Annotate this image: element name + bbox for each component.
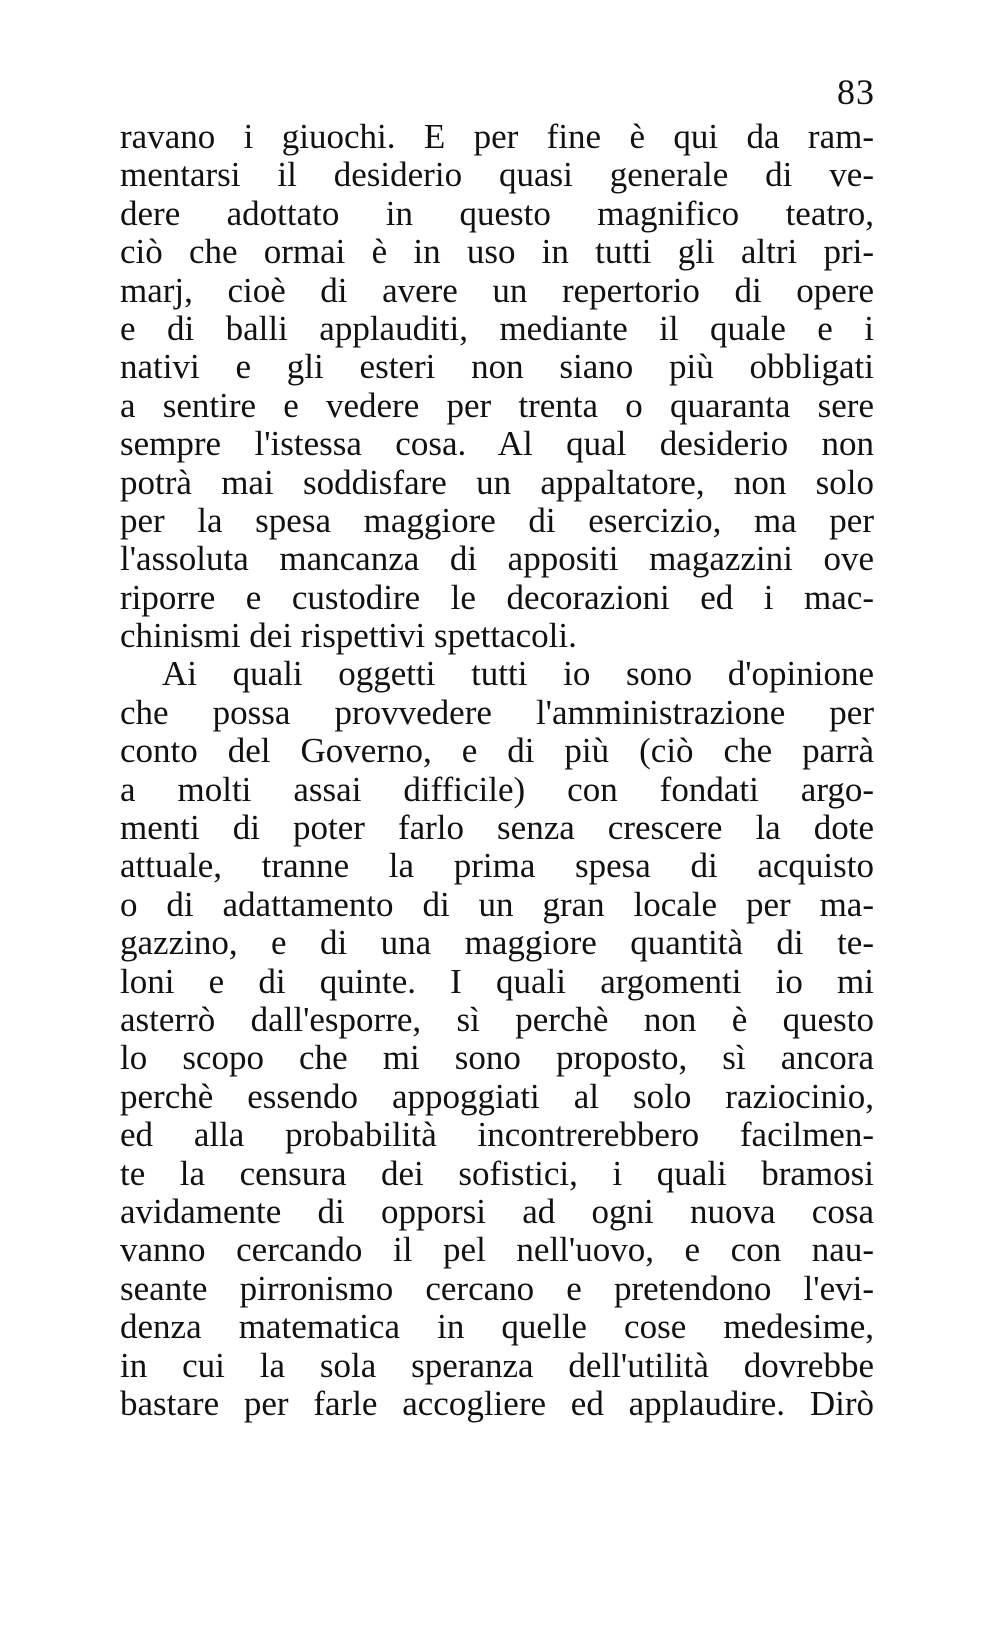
- text-line: o di adattamento di un gran locale per ma-: [120, 884, 874, 924]
- text-line: asterrò dall'esporre, sì perchè non è questo: [120, 999, 874, 1039]
- text-line: riporre e custodire le decorazioni ed i mac-: [120, 577, 874, 617]
- text-line: gazzino, e di una maggiore quantità di te-: [120, 923, 874, 963]
- text-line: potrà mai soddisfare un appaltatore, non solo: [120, 462, 874, 502]
- text-line: dere adottato in questo magnifico teatro,: [120, 193, 874, 233]
- text-line: sempre l'istessa cosa. Al qual desiderio non: [120, 424, 874, 464]
- text-line: conto del Governo, e di più (ciò che parrà: [120, 731, 874, 771]
- text-line: avidamente di opporsi ad ogni nuova cosa: [120, 1191, 874, 1231]
- text-line: bastare per farle accogliere ed applaudire. Dirò: [120, 1383, 874, 1423]
- text-line: ed alla probabilità incontrerebbero facilmen-: [120, 1115, 874, 1155]
- text-line: mentarsi il desiderio quasi generale di ve-: [120, 155, 874, 195]
- text-line: in cui la sola speranza dell'utilità dovrebbe: [120, 1345, 874, 1385]
- text-line: vanno cercando il pel nell'uovo, e con nau-: [120, 1230, 874, 1270]
- text-line: nativi e gli esteri non siano più obbligati: [120, 347, 874, 387]
- text-line: l'assoluta mancanza di appositi magazzini ove: [120, 539, 874, 579]
- text-line: denza matematica in quelle cose medesime,: [120, 1307, 874, 1347]
- text-line: te la censura dei sofistici, i quali bramosi: [120, 1153, 874, 1193]
- text-line: marj, cioè di avere un repertorio di opere: [120, 270, 874, 310]
- page-number: 83: [837, 72, 875, 112]
- paragraph-end-line: chinismi dei rispettivi spettacoli.: [120, 616, 577, 656]
- text-line: e di balli applauditi, mediante il quale e i: [120, 308, 874, 348]
- text-line: menti di poter farlo senza crescere la dote: [120, 808, 874, 848]
- text-line: perchè essendo appoggiati al solo raziocinio,: [120, 1076, 874, 1116]
- text-line: che possa provvedere l'amministrazione per: [120, 692, 874, 732]
- text-line: attuale, tranne la prima spesa di acquisto: [120, 846, 874, 886]
- text-line: seante pirronismo cercano e pretendono l'evi-: [120, 1268, 874, 1308]
- text-line: ciò che ormai è in uso in tutti gli altri pri-: [120, 232, 874, 272]
- text-line: lo scopo che mi sono proposto, sì ancora: [120, 1038, 874, 1078]
- text-line: loni e di quinte. I quali argomenti io mi: [120, 961, 874, 1001]
- text-line: ravano i giuochi. E per fine è qui da ram-: [120, 117, 874, 156]
- text-line: a molti assai difficile) con fondati argo-: [120, 769, 874, 809]
- text-line: a sentire e vedere per trenta o quaranta sere: [120, 385, 874, 425]
- paragraph-start-line: Ai quali oggetti tutti io sono d'opinione: [162, 654, 874, 694]
- text-line: per la spesa maggiore di esercizio, ma per: [120, 500, 874, 540]
- body-text: [120, 118, 874, 1423]
